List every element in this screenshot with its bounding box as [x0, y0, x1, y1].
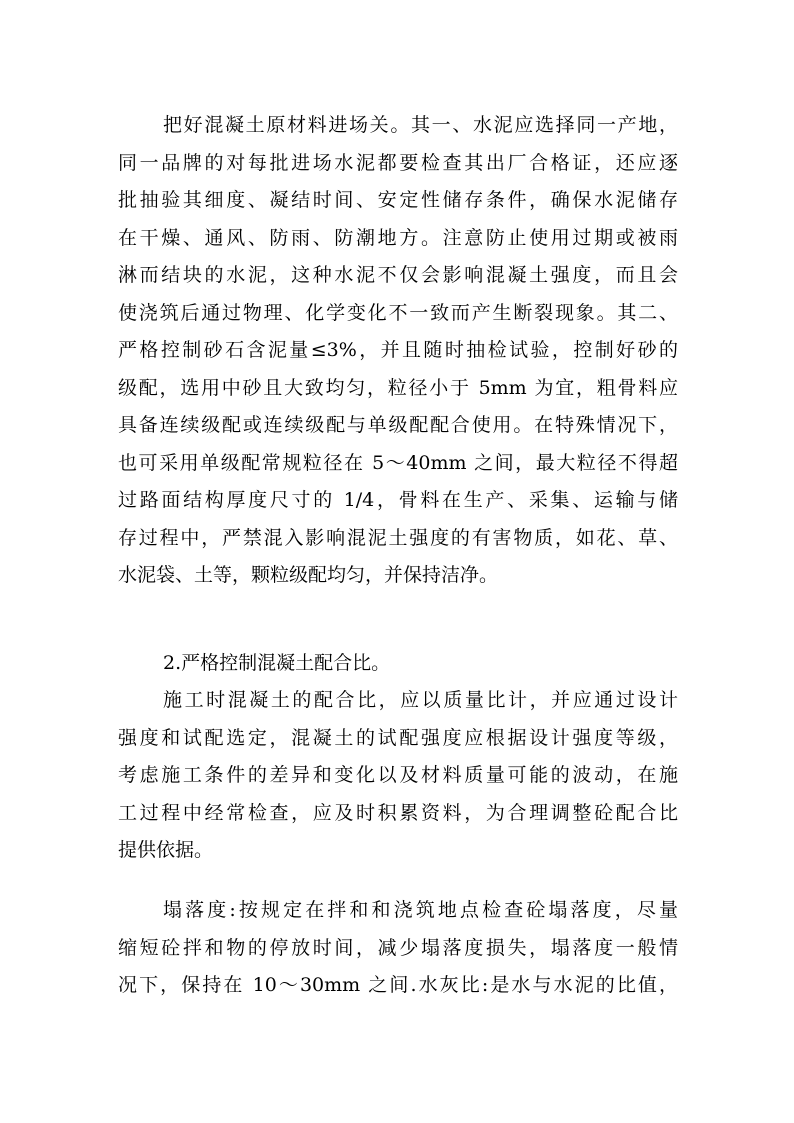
- text-line: 水泥袋、土等，颗粒级配均匀，并保持洁净。: [118, 564, 499, 586]
- paragraph-raw-materials: [118, 107, 678, 595]
- text-line: 过路面结构厚度尺寸的 1/4，骨料在生产、采集、运输与储: [118, 489, 678, 511]
- paragraph-slump: [118, 892, 678, 1005]
- text-line: 存过程中，严禁混入影响混泥土强度的有害物质，如花、草、: [118, 526, 678, 549]
- text-line: 施工时混凝土的配合比，应以质量比计，并应通过设计: [163, 689, 678, 711]
- text-line: 在干燥、通风、防雨、防潮地方。注意防止使用过期或被雨: [118, 226, 678, 249]
- text-line: 具备连续级配或连续级配与单级配配合使用。在特殊情况下，: [118, 414, 678, 436]
- text-line: 况下，保持在 10～30mm 之间.水灰比:是水与水泥的比值，: [118, 974, 678, 996]
- text-line: 提供依据。: [118, 839, 214, 861]
- text-line: 严格控制砂石含泥量≤3%，并且随时抽检试验，控制好砂的: [118, 339, 678, 361]
- section-heading-mix-ratio: [118, 645, 678, 683]
- text-line: 把好混凝土原材料进场关。其一、水泥应选择同一产地，: [163, 114, 678, 136]
- text-line: 塌落度:按规定在拌和和浇筑地点检查砼塌落度，尽量: [163, 899, 678, 921]
- text-line: 缩短砼拌和物的停放时间，减少塌落度损失，塌落度一般情: [118, 936, 678, 959]
- text-line: 也可采用单级配常规粒径在 5～40mm 之间，最大粒径不得超: [118, 451, 678, 474]
- text-line: 淋而结块的水泥，这种水泥不仅会影响混凝土强度，而且会: [118, 264, 678, 286]
- text-line: 级配，选用中砂且大致均匀，粒径小于 5mm 为宜，粗骨料应: [118, 376, 678, 399]
- paragraph-mix-ratio: [118, 682, 678, 870]
- text-line: 工过程中经常检查，应及时积累资料，为合理调整砼配合比: [118, 801, 678, 824]
- text-line: 同一品牌的对每批进场水泥都要检查其出厂合格证，还应逐: [118, 151, 678, 174]
- text-line: 使浇筑后通过物理、化学变化不一致而产生断裂现象。其二、: [118, 301, 678, 324]
- text-line: 考虑施工条件的差异和变化以及材料质量可能的波动，在施: [118, 764, 678, 786]
- section-heading: 2.严格控制混凝土配合比。: [163, 652, 391, 674]
- text-line: 批抽验其细度、凝结时间、安定性储存条件，确保水泥储存: [118, 189, 678, 211]
- text-line: 强度和试配选定，混凝土的试配强度应根据设计强度等级，: [118, 726, 678, 749]
